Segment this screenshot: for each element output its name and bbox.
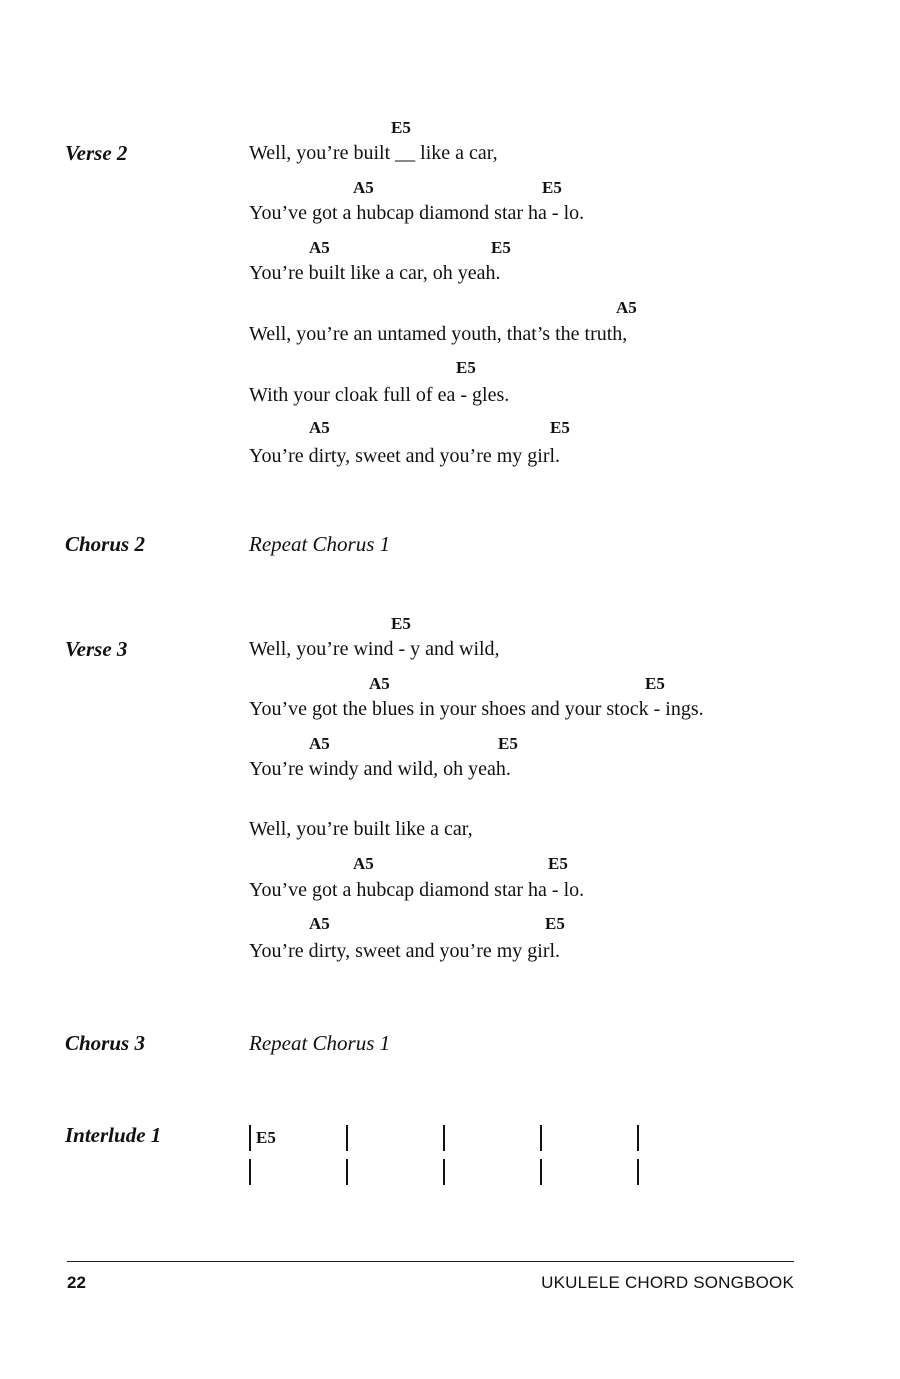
chord: A5 [309, 914, 330, 933]
repeat-instruction: Repeat Chorus 1 [249, 532, 391, 556]
chord: A5 [309, 734, 330, 753]
chord: E5 [391, 118, 411, 137]
chord: E5 [550, 418, 570, 437]
bar-line [346, 1125, 348, 1151]
lyric-line: Well, you’re an untamed youth, that’s the truth, [249, 323, 628, 345]
lyric-line: You’ve got the blues in your shoes and your stock - ings. [249, 698, 704, 720]
chord: E5 [456, 358, 476, 377]
lyric-line: Well, you’re wind - y and wild, [249, 638, 500, 660]
lyric-line: You’re dirty, sweet and you’re my girl. [249, 940, 561, 962]
bar-line [443, 1159, 445, 1185]
bar-line [637, 1125, 639, 1151]
lyric-line: You’ve got a hubcap diamond star ha - lo. [249, 879, 585, 901]
chord: E5 [645, 674, 665, 693]
repeat-instruction: Repeat Chorus 1 [249, 1031, 391, 1055]
chord: A5 [369, 674, 390, 693]
lyric-line: You’re dirty, sweet and you’re my girl. [249, 445, 561, 467]
bar-line [346, 1159, 348, 1185]
bar-line [249, 1125, 251, 1151]
book-title: UKULELE CHORD SONGBOOK [541, 1273, 794, 1292]
chord: E5 [498, 734, 518, 753]
lyric-line: You’re built like a car, oh yeah. [249, 262, 501, 284]
section-label-chorus-2: Chorus 2 [65, 532, 145, 556]
footer-divider [67, 1261, 794, 1262]
chord: A5 [309, 418, 330, 437]
chord: E5 [542, 178, 562, 197]
chord: E5 [548, 854, 568, 873]
lyric-line: Well, you’re built __ like a car, [249, 142, 498, 164]
section-label-verse-3: Verse 3 [65, 637, 128, 661]
chord: A5 [309, 238, 330, 257]
section-label-verse-2: Verse 2 [65, 141, 128, 165]
bar-line [443, 1125, 445, 1151]
chord: E5 [545, 914, 565, 933]
chord: A5 [616, 298, 637, 317]
lyric-line: You’ve got a hubcap diamond star ha - lo. [249, 202, 585, 224]
chord: E5 [491, 238, 511, 257]
section-label-interlude-1: Interlude 1 [65, 1123, 162, 1147]
section-label-chorus-3: Chorus 3 [65, 1031, 145, 1055]
bar-line [637, 1159, 639, 1185]
chord: E5 [391, 614, 411, 633]
lyric-line: Well, you’re built like a car, [249, 818, 473, 840]
lyric-line: You’re windy and wild, oh yeah. [249, 758, 511, 780]
chord: A5 [353, 178, 374, 197]
bar-line [540, 1159, 542, 1185]
chord: E5 [256, 1128, 276, 1147]
lyric-line: With your cloak full of ea - gles. [249, 384, 510, 406]
chord: A5 [353, 854, 374, 873]
bar-line [249, 1159, 251, 1185]
page-number: 22 [67, 1273, 86, 1292]
bar-line [540, 1125, 542, 1151]
